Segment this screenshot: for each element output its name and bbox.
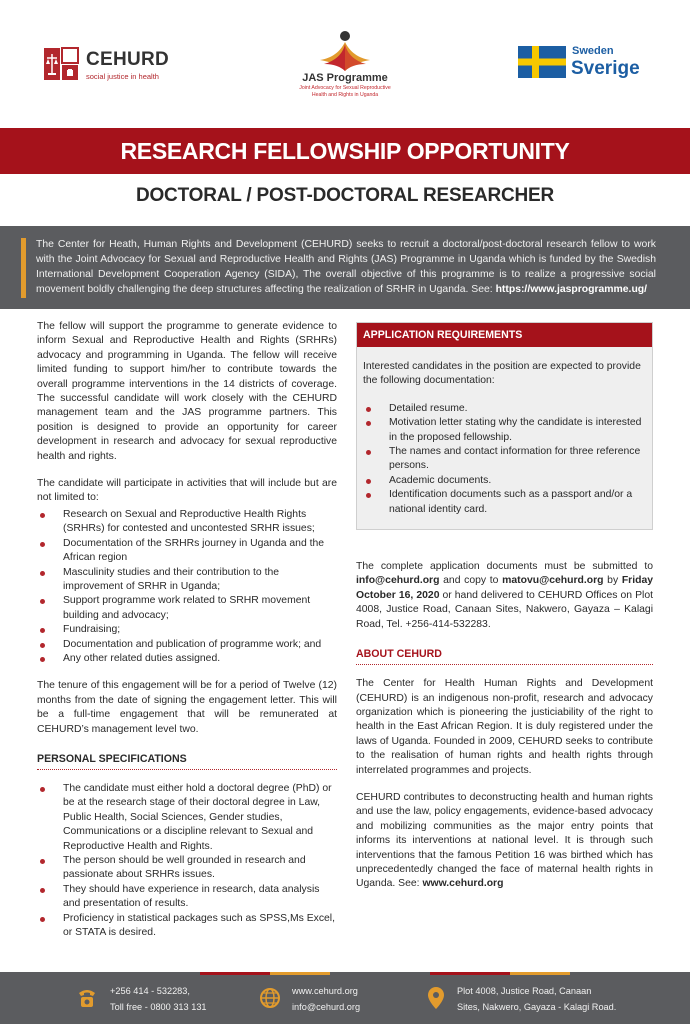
sweden-word: Sweden [572, 45, 614, 57]
address-line-1: Plot 4008, Justice Road, Canaan [457, 986, 592, 996]
cehurd-tagline: social justice in health [86, 72, 159, 81]
website-link[interactable]: www.cehurd.org [292, 986, 358, 996]
cehurd-website-link[interactable]: www.cehurd.org [422, 878, 504, 890]
list-item: Masculinity studies and their contribution to the improvement of SRHR in Uganda; [37, 566, 337, 595]
about-cehurd-heading: ABOUT CEHURD [356, 648, 653, 665]
application-requirements-box [356, 322, 653, 530]
about-text: CEHURD contributes to deconstructing health and human rights and use the law, policy engagements, evidence-based advocacy and mobilizing communities as the major entry points that informs its interventions at national level. It is through such interventions that the famous Petition 16 was birthed which has unprecedentedly changed the face of maternal health rights in Uganda. See: [356, 791, 653, 890]
sweden-logo [518, 44, 658, 84]
globe-icon [259, 987, 281, 1009]
footer-web [292, 983, 360, 1015]
info-email-link[interactable]: info@cehurd.org [356, 575, 440, 587]
about-paragraph-1: The Center for Health Human Rights and Development (CEHURD) is an indigenous non-profit, research and advocacy organization which is pioneering the justiciability of the right to health in the East African Region. It is duly registered under the laws of Uganda. Founded in 2009, CEHURD seeks to contribute to the realisation of human rights and health rights through interrelated programmes and projects. [356, 678, 653, 776]
list-item: Documentation of the SRHRs journey in Uganda and the African region [37, 537, 337, 566]
list-item: Proficiency in statistical packages such as SPSS,Ms Excel, or STATA is desired. [37, 912, 337, 941]
toll-free-number[interactable]: Toll free - 0800 313 131 [110, 1002, 207, 1012]
sverige-word: Sverige [571, 58, 640, 79]
jas-subtitle-1: Joint Advocacy for Sexual Reproductive [299, 85, 391, 91]
list-item: Motivation letter stating why the candidate is interested in the proposed fellowship. [363, 416, 644, 445]
list-item: The names and contact information for three reference persons. [363, 445, 644, 474]
jas-figure-icon [310, 30, 380, 72]
submission-text: or hand delivered to CEHURD Offices on Plot 4008, Justice Road, Canaan Sites, Nakwero, Gayaza – Kalagi Road, Tel. +256-414-532283. [356, 589, 653, 630]
intro-band [0, 226, 690, 309]
cehurd-name: CEHURD [86, 49, 170, 70]
activities-intro: The candidate will participate in activities that will include but are not limited to: [37, 478, 337, 504]
location-pin-icon [428, 987, 444, 1009]
tenure-paragraph: The tenure of this engagement will be for a period of Twelve (12) months from the date of signing the engagement letter. This will be a full-time engagement that will be remunerated at CEHURD’s management level two. [37, 680, 337, 735]
list-item: Identification documents such as a passport and/or a national identity card. [363, 488, 644, 517]
list-item: Detailed resume. [363, 402, 644, 416]
right-column [356, 322, 653, 892]
submission-text: The complete application documents must be submitted to [356, 561, 653, 573]
intro-body: The Center for Heath, Human Rights and Development (CEHURD) seeks to recruit a doctoral/post-doctoral research fellow to work with the Joint Advocacy for Sexual and Reproductive Health and Rights (JAS) Programme in Uganda which is funded by the Swedish International Development Cooperation Agency (SIDA), The overall objective of this programme is to realize a progressive social movement boldly challenging the deep structures affecting the realization of SRHR in Uganda. See: [36, 239, 656, 295]
left-column [37, 320, 337, 940]
list-item: Any other related duties assigned. [37, 652, 337, 666]
sweden-flag-icon [518, 46, 566, 78]
submission-text: and copy to [439, 575, 503, 587]
list-item: They should have experience in research, data analysis and presentation of results. [37, 883, 337, 912]
deadline-date: Friday October 16, 2020 [356, 575, 654, 601]
about-paragraph-2 [356, 791, 653, 892]
page-title: RESEARCH FELLOWSHIP OPPORTUNITY [120, 138, 570, 164]
logo-bar [0, 0, 690, 128]
list-item: Documentation and publication of programme work; and [37, 638, 337, 652]
address-line-2: Sites, Nakwero, Gayaza - Kalagi Road. [457, 1002, 617, 1012]
fellow-support-paragraph: The fellow will support the programme to generate evidence to inform Sexual and Reproductive Health and Rights (SRHRs) advocacy and programming in Uganda. The fellow will receive limited funding to support him/her to contribute towards the overall programme interventions in the 14 districts of coverage. The successful candidate will work closely with the CEHURD management team and the JAS programme partners. This position is designed to provide an opportunity for career development in research and advocacy for sexual reproductive health and rights. [37, 321, 337, 462]
list-item: The candidate must either hold a doctoral degree (PhD) or be at the research stage of their doctoral degree in Law, Public Health, Social Sciences, Gender studies, Communications or a discipline relevant to Sexual and Reproductive Health and Rights. [37, 782, 337, 854]
submission-text: by [603, 575, 622, 587]
cehurd-logo [42, 46, 182, 86]
activities-list [37, 508, 337, 666]
phone-number[interactable]: +256 414 - 532283, [110, 986, 190, 996]
phone-icon [77, 987, 97, 1009]
email-link[interactable]: info@cehurd.org [292, 1002, 361, 1012]
specifications-list [37, 782, 337, 940]
intro-accent-bar [21, 238, 26, 298]
cehurd-scales-icon [42, 46, 80, 82]
list-item: Research on Sexual and Reproductive Health Rights (SRHRs) for contested and uncontested SRHR issues; [37, 508, 337, 537]
application-requirements-heading: APPLICATION REQUIREMENTS [357, 323, 652, 347]
requirements-list [363, 402, 644, 517]
footer-address [457, 983, 616, 1015]
intro-text [36, 237, 656, 297]
requirements-intro: Interested candidates in the position are expected to provide the following documentation: [363, 361, 641, 387]
footer-phone [110, 983, 207, 1015]
matovu-email-link[interactable]: matovu@cehurd.org [502, 575, 604, 587]
jas-logo [280, 30, 410, 105]
list-item: Support programme work related to SRHR movement building and advocacy; [37, 594, 337, 623]
list-item: Academic documents. [363, 474, 644, 488]
list-item: The person should be well grounded in research and passionate about SRHRs issues. [37, 854, 337, 883]
jas-subtitle-2: Health and Rights in Uganda [311, 92, 379, 98]
list-item: Fundraising; [37, 623, 337, 637]
footer [0, 975, 690, 1024]
submission-paragraph [356, 560, 653, 632]
jas-name: JAS Programme [302, 72, 388, 84]
title-band [0, 128, 690, 174]
page-subtitle: DOCTORAL / POST-DOCTORAL RESEARCHER [135, 185, 555, 206]
jas-website-link[interactable]: https://www.jasprogramme.ug/ [495, 284, 648, 295]
personal-specifications-heading: PERSONAL SPECIFICATIONS [37, 753, 337, 770]
